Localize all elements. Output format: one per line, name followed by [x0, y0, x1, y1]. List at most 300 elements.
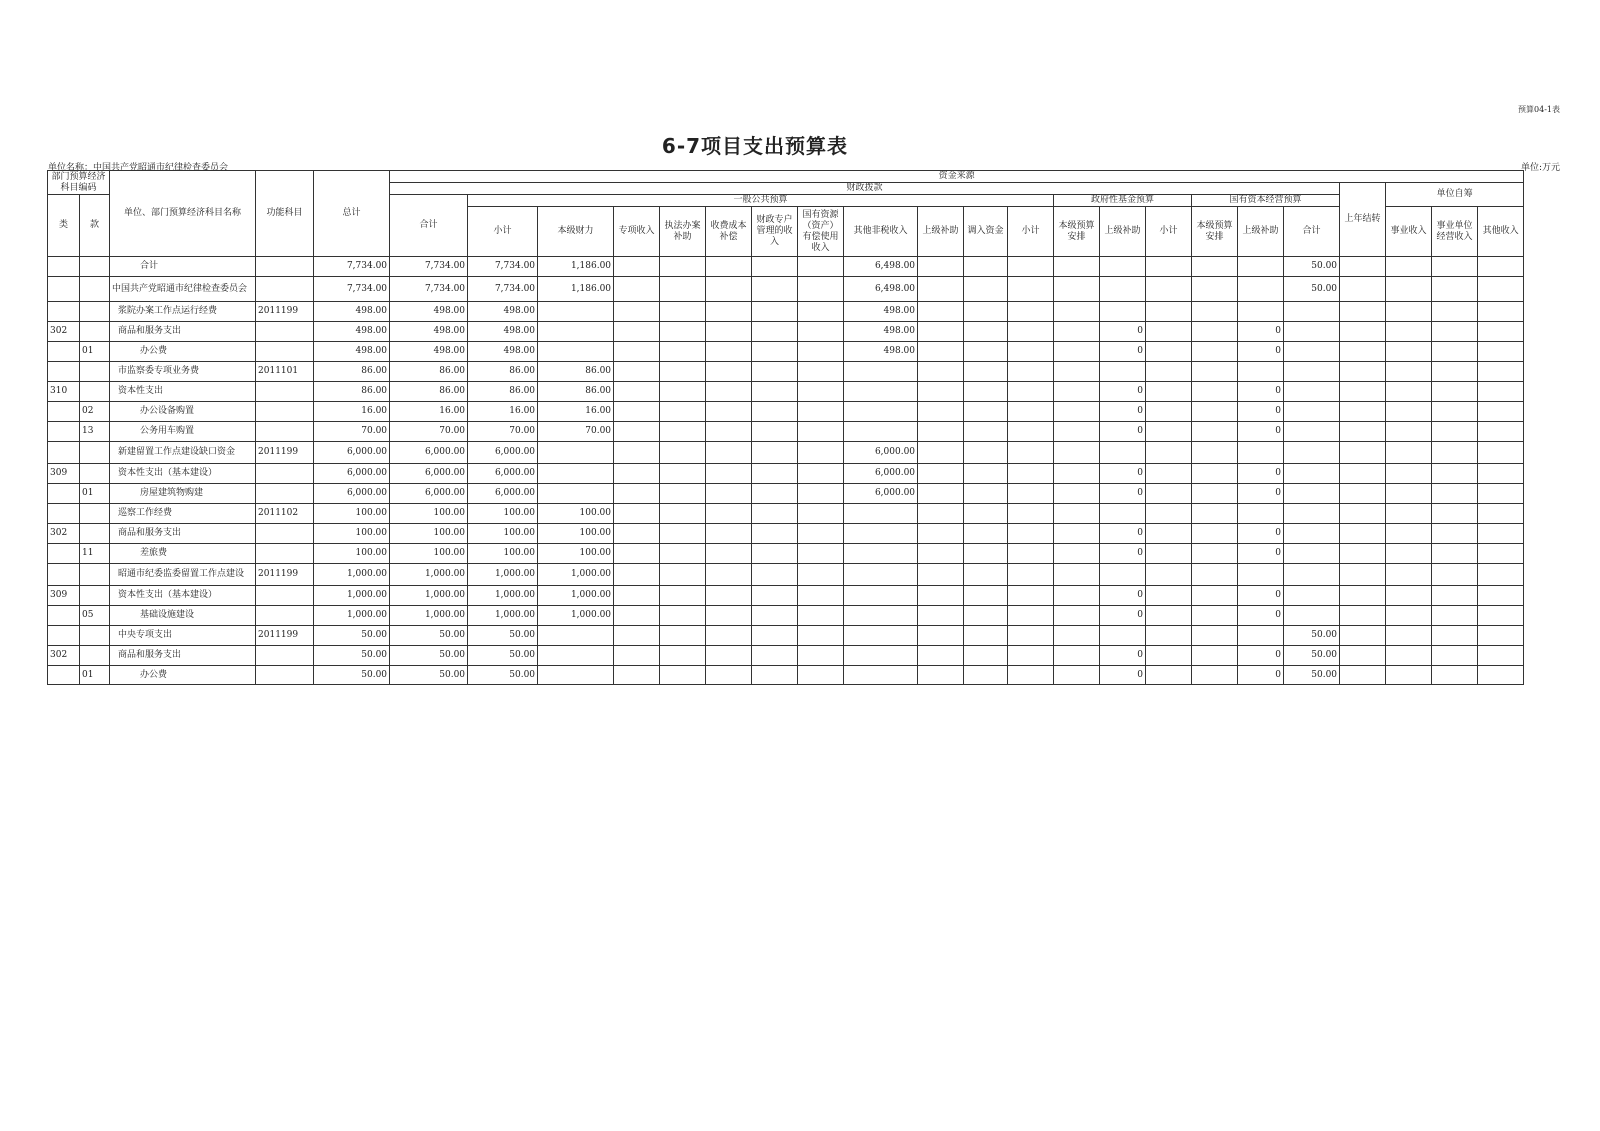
cell-func: 2011101 — [256, 362, 314, 382]
header-fiscal: 财政拨款 — [390, 183, 1340, 195]
cell-sr-qita — [1478, 564, 1524, 586]
cell-gf-xiaoji — [1008, 646, 1054, 666]
cell-name: 办公费 — [110, 666, 256, 685]
cell-zhifa — [660, 606, 706, 626]
cell-sr-shiye — [1386, 504, 1432, 524]
header-lei: 类 — [48, 195, 80, 257]
cell-func — [256, 382, 314, 402]
cell-guoyou — [798, 422, 844, 442]
cell-sr-heji — [1340, 382, 1386, 402]
cell-sr-jingying — [1432, 257, 1478, 277]
cell-gf-xiaoji — [1008, 666, 1054, 685]
cell-caizheng — [752, 626, 798, 646]
cell-gf-shangji: 0 — [1100, 422, 1146, 442]
cell-sr-jingying — [1432, 524, 1478, 544]
cell-sc-benji — [1192, 626, 1238, 646]
cell-kuan — [80, 362, 110, 382]
cell-sc-benji — [1192, 524, 1238, 544]
cell-kuan — [80, 464, 110, 484]
cell-shoufei — [706, 626, 752, 646]
cell-sr-shiye — [1386, 342, 1432, 362]
header-gf-shangji: 上级补助 — [1100, 207, 1146, 257]
cell-benji — [538, 666, 614, 685]
cell-guoyou — [798, 626, 844, 646]
cell-zhifa — [660, 402, 706, 422]
cell-sr-shiye — [1386, 544, 1432, 564]
cell-jiezhuan — [1284, 322, 1340, 342]
cell-zhuanxiang — [614, 382, 660, 402]
cell-shoufei — [706, 422, 752, 442]
cell-heji: 7,734.00 — [390, 257, 468, 277]
cell-name: 新建留置工作点建设缺口资金 — [110, 442, 256, 464]
cell-sc-benji — [1192, 362, 1238, 382]
cell-gf-xiaoji — [1008, 302, 1054, 322]
cell-zhifa — [660, 666, 706, 685]
cell-shangji — [918, 257, 964, 277]
cell-gf-benji — [1054, 544, 1100, 564]
cell-sr-jingying — [1432, 504, 1478, 524]
cell-qita-fs: 6,000.00 — [844, 484, 918, 504]
table-row — [48, 544, 1524, 564]
cell-func: 2011199 — [256, 302, 314, 322]
cell-gf-benji — [1054, 626, 1100, 646]
cell-name: 办公费 — [110, 342, 256, 362]
cell-caizheng — [752, 302, 798, 322]
cell-sc-benji — [1192, 606, 1238, 626]
cell-xiaoji: 100.00 — [468, 504, 538, 524]
cell-sr-jingying — [1432, 362, 1478, 382]
table-row — [48, 484, 1524, 504]
header-sc-shangji: 上级补助 — [1238, 207, 1284, 257]
cell-total: 50.00 — [314, 626, 390, 646]
cell-heji: 50.00 — [390, 646, 468, 666]
cell-shangji — [918, 422, 964, 442]
cell-name: 基础设施建设 — [110, 606, 256, 626]
unit-name: 单位名称：中国共产党昭通市纪律检查委员会 — [48, 163, 229, 173]
table-row — [48, 322, 1524, 342]
cell-sr-qita — [1478, 544, 1524, 564]
cell-sc-xiaoji — [1146, 257, 1192, 277]
cell-gf-xiaoji — [1008, 322, 1054, 342]
cell-shoufei — [706, 342, 752, 362]
cell-gf-benji — [1054, 342, 1100, 362]
cell-sr-heji — [1340, 666, 1386, 685]
cell-sc-xiaoji — [1146, 422, 1192, 442]
cell-name: 浆院办案工作点运行经费 — [110, 302, 256, 322]
cell-jiezhuan — [1284, 362, 1340, 382]
cell-caizheng — [752, 464, 798, 484]
cell-sc-benji — [1192, 277, 1238, 302]
cell-sc-benji — [1192, 586, 1238, 606]
cell-shangji — [918, 646, 964, 666]
cell-xiaoji: 100.00 — [468, 524, 538, 544]
cell-total: 6,000.00 — [314, 484, 390, 504]
cell-kuan — [80, 564, 110, 586]
cell-guoyou — [798, 606, 844, 626]
cell-caizheng — [752, 257, 798, 277]
cell-func: 2011199 — [256, 626, 314, 646]
cell-sc-shangji: 0 — [1238, 586, 1284, 606]
cell-sr-qita — [1478, 342, 1524, 362]
cell-zhifa — [660, 322, 706, 342]
cell-zhifa — [660, 302, 706, 322]
cell-gf-shangji — [1100, 564, 1146, 586]
cell-sc-xiaoji — [1146, 646, 1192, 666]
cell-diaoru — [964, 464, 1008, 484]
cell-heji: 86.00 — [390, 382, 468, 402]
cell-lei — [48, 504, 80, 524]
cell-guoyou — [798, 322, 844, 342]
cell-shangji — [918, 382, 964, 402]
cell-shoufei — [706, 504, 752, 524]
cell-zhuanxiang — [614, 524, 660, 544]
cell-gf-shangji — [1100, 442, 1146, 464]
cell-lei — [48, 484, 80, 504]
cell-sc-shangji — [1238, 277, 1284, 302]
cell-zhifa — [660, 464, 706, 484]
cell-diaoru — [964, 342, 1008, 362]
cell-kuan — [80, 322, 110, 342]
cell-sr-heji — [1340, 402, 1386, 422]
cell-heji: 6,000.00 — [390, 484, 468, 504]
cell-guoyou — [798, 342, 844, 362]
cell-name: 合计 — [110, 257, 256, 277]
cell-heji: 100.00 — [390, 504, 468, 524]
cell-lei — [48, 277, 80, 302]
cell-sr-qita — [1478, 626, 1524, 646]
cell-gf-shangji: 0 — [1100, 666, 1146, 685]
cell-sc-benji — [1192, 342, 1238, 362]
cell-caizheng — [752, 362, 798, 382]
cell-qita-fs: 498.00 — [844, 302, 918, 322]
cell-qita-fs — [844, 524, 918, 544]
cell-xiaoji: 1,000.00 — [468, 564, 538, 586]
cell-shangji — [918, 504, 964, 524]
cell-benji: 86.00 — [538, 382, 614, 402]
cell-zhuanxiang — [614, 422, 660, 442]
cell-gf-xiaoji — [1008, 422, 1054, 442]
cell-guoyou — [798, 524, 844, 544]
cell-sc-shangji: 0 — [1238, 666, 1284, 685]
cell-sc-shangji: 0 — [1238, 382, 1284, 402]
cell-qita-fs — [844, 504, 918, 524]
cell-caizheng — [752, 606, 798, 626]
cell-shangji — [918, 322, 964, 342]
cell-qita-fs — [844, 586, 918, 606]
cell-sr-shiye — [1386, 524, 1432, 544]
cell-shoufei — [706, 277, 752, 302]
table-row — [48, 586, 1524, 606]
cell-lei — [48, 564, 80, 586]
cell-func — [256, 646, 314, 666]
cell-name: 办公设备购置 — [110, 402, 256, 422]
cell-name: 公务用车购置 — [110, 422, 256, 442]
cell-zhuanxiang — [614, 402, 660, 422]
cell-gf-benji — [1054, 484, 1100, 504]
cell-caizheng — [752, 422, 798, 442]
cell-diaoru — [964, 524, 1008, 544]
cell-func — [256, 464, 314, 484]
cell-shangji — [918, 402, 964, 422]
cell-zhuanxiang — [614, 257, 660, 277]
cell-zhuanxiang — [614, 362, 660, 382]
cell-sc-shangji: 0 — [1238, 342, 1284, 362]
cell-jiezhuan: 50.00 — [1284, 666, 1340, 685]
cell-jiezhuan — [1284, 382, 1340, 402]
cell-caizheng — [752, 402, 798, 422]
cell-qita-fs: 6,498.00 — [844, 277, 918, 302]
cell-shoufei — [706, 442, 752, 464]
cell-qita-fs — [844, 666, 918, 685]
cell-func — [256, 666, 314, 685]
cell-zhuanxiang — [614, 442, 660, 464]
cell-gf-shangji: 0 — [1100, 322, 1146, 342]
cell-gf-shangji: 0 — [1100, 544, 1146, 564]
cell-name: 资本性支出 — [110, 382, 256, 402]
cell-diaoru — [964, 544, 1008, 564]
cell-sc-benji — [1192, 504, 1238, 524]
cell-shoufei — [706, 524, 752, 544]
cell-diaoru — [964, 586, 1008, 606]
cell-sr-shiye — [1386, 382, 1432, 402]
budget-table — [47, 170, 1524, 685]
cell-diaoru — [964, 402, 1008, 422]
cell-kuan — [80, 302, 110, 322]
cell-name: 中央专项支出 — [110, 626, 256, 646]
cell-gf-xiaoji — [1008, 544, 1054, 564]
cell-lei: 302 — [48, 322, 80, 342]
cell-shangji — [918, 277, 964, 302]
cell-sc-benji — [1192, 544, 1238, 564]
header-name: 单位、部门预算经济科目名称 — [110, 171, 256, 257]
cell-sr-qita — [1478, 382, 1524, 402]
cell-gf-xiaoji — [1008, 464, 1054, 484]
cell-xiaoji: 6,000.00 — [468, 464, 538, 484]
cell-shoufei — [706, 464, 752, 484]
cell-shangji — [918, 564, 964, 586]
cell-diaoru — [964, 277, 1008, 302]
header-sr-heji: 合计 — [1284, 207, 1340, 257]
table-code: 预算04-1表 — [1518, 105, 1560, 114]
cell-gf-benji — [1054, 442, 1100, 464]
cell-total: 1,000.00 — [314, 606, 390, 626]
cell-heji: 50.00 — [390, 666, 468, 685]
cell-shangji — [918, 606, 964, 626]
cell-gf-benji — [1054, 586, 1100, 606]
cell-guoyou — [798, 586, 844, 606]
cell-sr-jingying — [1432, 586, 1478, 606]
cell-gf-xiaoji — [1008, 504, 1054, 524]
header-benji: 本级财力 — [538, 207, 614, 257]
cell-gf-benji — [1054, 606, 1100, 626]
cell-name: 巡察工作经费 — [110, 504, 256, 524]
cell-xiaoji: 6,000.00 — [468, 484, 538, 504]
cell-zhifa — [660, 277, 706, 302]
cell-heji: 498.00 — [390, 322, 468, 342]
table-row — [48, 606, 1524, 626]
cell-gf-shangji: 0 — [1100, 342, 1146, 362]
cell-shangji — [918, 342, 964, 362]
cell-kuan — [80, 382, 110, 402]
cell-name: 商品和服务支出 — [110, 524, 256, 544]
cell-guoyou — [798, 382, 844, 402]
cell-heji: 100.00 — [390, 544, 468, 564]
cell-jiezhuan — [1284, 606, 1340, 626]
cell-func — [256, 342, 314, 362]
header-sr-shiye: 事业收入 — [1386, 207, 1432, 257]
cell-caizheng — [752, 342, 798, 362]
cell-sc-shangji — [1238, 626, 1284, 646]
cell-guoyou — [798, 302, 844, 322]
cell-qita-fs — [844, 626, 918, 646]
cell-guoyou — [798, 257, 844, 277]
cell-sr-heji — [1340, 586, 1386, 606]
cell-kuan: 02 — [80, 402, 110, 422]
cell-func: 2011102 — [256, 504, 314, 524]
cell-gf-shangji — [1100, 302, 1146, 322]
cell-sc-xiaoji — [1146, 302, 1192, 322]
cell-sc-benji — [1192, 322, 1238, 342]
cell-sc-xiaoji — [1146, 484, 1192, 504]
cell-sr-qita — [1478, 586, 1524, 606]
cell-qita-fs — [844, 382, 918, 402]
header-diaoru: 调入资金 — [964, 207, 1008, 257]
cell-sr-shiye — [1386, 402, 1432, 422]
cell-gf-benji — [1054, 302, 1100, 322]
cell-benji: 1,000.00 — [538, 586, 614, 606]
cell-lei — [48, 362, 80, 382]
cell-guoyou — [798, 362, 844, 382]
cell-qita-fs — [844, 422, 918, 442]
cell-sc-shangji — [1238, 564, 1284, 586]
cell-sr-shiye — [1386, 666, 1432, 685]
header-self-raised: 单位自筹 — [1386, 183, 1524, 207]
cell-gf-xiaoji — [1008, 382, 1054, 402]
cell-benji — [538, 342, 614, 362]
table-row — [48, 362, 1524, 382]
cell-benji: 1,186.00 — [538, 277, 614, 302]
cell-sr-heji — [1340, 277, 1386, 302]
cell-gf-benji — [1054, 646, 1100, 666]
cell-gf-shangji: 0 — [1100, 484, 1146, 504]
cell-guoyou — [798, 442, 844, 464]
cell-qita-fs — [844, 362, 918, 382]
cell-total: 100.00 — [314, 524, 390, 544]
cell-zhifa — [660, 422, 706, 442]
cell-total: 100.00 — [314, 544, 390, 564]
cell-xiaoji: 86.00 — [468, 362, 538, 382]
cell-diaoru — [964, 606, 1008, 626]
cell-shangji — [918, 362, 964, 382]
cell-gf-shangji: 0 — [1100, 464, 1146, 484]
cell-benji: 1,000.00 — [538, 606, 614, 626]
cell-sr-jingying — [1432, 322, 1478, 342]
cell-heji: 1,000.00 — [390, 564, 468, 586]
cell-gf-shangji: 0 — [1100, 524, 1146, 544]
cell-sr-shiye — [1386, 277, 1432, 302]
cell-func — [256, 606, 314, 626]
cell-guoyou — [798, 666, 844, 685]
cell-jiezhuan — [1284, 464, 1340, 484]
cell-heji: 16.00 — [390, 402, 468, 422]
cell-sc-xiaoji — [1146, 402, 1192, 422]
cell-zhuanxiang — [614, 606, 660, 626]
cell-sc-shangji: 0 — [1238, 606, 1284, 626]
cell-zhifa — [660, 342, 706, 362]
cell-gf-shangji: 0 — [1100, 402, 1146, 422]
cell-sc-benji — [1192, 646, 1238, 666]
cell-benji: 100.00 — [538, 504, 614, 524]
header-zhuanxiang: 专项收入 — [614, 207, 660, 257]
cell-qita-fs — [844, 564, 918, 586]
header-state-capital: 国有资本经营预算 — [1192, 195, 1340, 207]
cell-gf-shangji — [1100, 504, 1146, 524]
cell-sc-benji — [1192, 464, 1238, 484]
cell-xiaoji: 16.00 — [468, 402, 538, 422]
cell-benji: 100.00 — [538, 524, 614, 544]
cell-sr-jingying — [1432, 626, 1478, 646]
cell-lei — [48, 544, 80, 564]
cell-func — [256, 586, 314, 606]
cell-total: 498.00 — [314, 322, 390, 342]
cell-sr-jingying — [1432, 544, 1478, 564]
cell-zhifa — [660, 382, 706, 402]
cell-func: 2011199 — [256, 564, 314, 586]
cell-benji — [538, 626, 614, 646]
cell-caizheng — [752, 666, 798, 685]
header-guoyou: 国有资源（资产）有偿使用收入 — [798, 207, 844, 257]
cell-xiaoji: 6,000.00 — [468, 442, 538, 464]
cell-zhuanxiang — [614, 626, 660, 646]
cell-jiezhuan — [1284, 586, 1340, 606]
cell-sc-benji — [1192, 666, 1238, 685]
cell-sr-qita — [1478, 402, 1524, 422]
cell-shoufei — [706, 484, 752, 504]
cell-shangji — [918, 626, 964, 646]
cell-diaoru — [964, 322, 1008, 342]
cell-shoufei — [706, 666, 752, 685]
header-dept-code: 部门预算经济科目编码 — [48, 171, 110, 195]
cell-xiaoji: 50.00 — [468, 626, 538, 646]
cell-sc-shangji — [1238, 442, 1284, 464]
cell-jiezhuan: 50.00 — [1284, 257, 1340, 277]
cell-kuan — [80, 524, 110, 544]
cell-sr-heji — [1340, 422, 1386, 442]
cell-sr-heji — [1340, 606, 1386, 626]
header-gov-fund: 政府性基金预算 — [1054, 195, 1192, 207]
cell-guoyou — [798, 564, 844, 586]
cell-diaoru — [964, 302, 1008, 322]
cell-gf-xiaoji — [1008, 606, 1054, 626]
cell-heji: 1,000.00 — [390, 606, 468, 626]
cell-sc-xiaoji — [1146, 382, 1192, 402]
cell-sr-heji — [1340, 442, 1386, 464]
cell-benji — [538, 322, 614, 342]
cell-sr-qita — [1478, 422, 1524, 442]
header-gf-benji: 本级预算安排 — [1054, 207, 1100, 257]
cell-sr-heji — [1340, 626, 1386, 646]
table-row — [48, 402, 1524, 422]
cell-qita-fs: 6,000.00 — [844, 464, 918, 484]
cell-kuan: 01 — [80, 666, 110, 685]
cell-sr-shiye — [1386, 257, 1432, 277]
cell-sr-heji — [1340, 564, 1386, 586]
cell-func — [256, 524, 314, 544]
cell-gf-benji — [1054, 464, 1100, 484]
cell-sr-qita — [1478, 504, 1524, 524]
cell-qita-fs: 6,498.00 — [844, 257, 918, 277]
cell-sr-jingying — [1432, 277, 1478, 302]
